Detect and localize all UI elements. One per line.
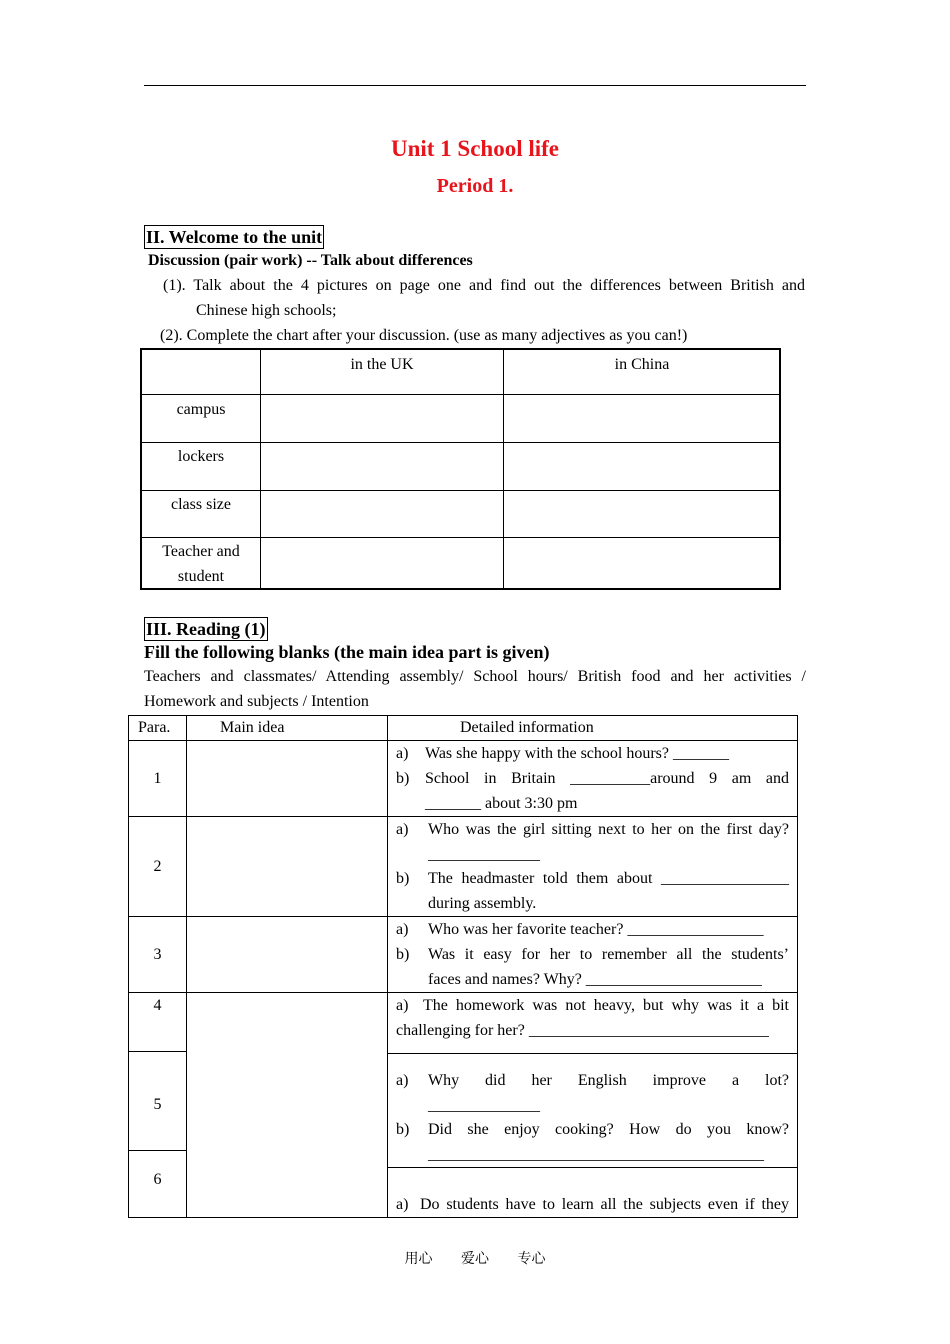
chart-row-label: Teacher and student	[162, 543, 240, 585]
instruction-2: (2). Complete the chart after your discussion. (use as many adjectives as you can!)	[160, 327, 688, 344]
question-text: Was it easy for her to remember all the students’	[428, 946, 789, 963]
question-label: a)	[396, 997, 409, 1014]
chart-header-china: in China	[614, 356, 670, 373]
question-text: Who was her favorite teacher? _________________	[428, 921, 764, 938]
question-text: The headmaster told them about ________________	[428, 870, 789, 887]
question-text: Do students have to learn all the subjects even if they	[420, 1196, 789, 1213]
chart-row-line	[142, 537, 779, 538]
chart-divider	[503, 350, 504, 588]
row-line	[128, 1051, 186, 1052]
question-label: a)	[396, 1072, 409, 1089]
question-text: during assembly.	[428, 895, 537, 912]
question-text: faces and names? Why? ______________________	[428, 971, 762, 988]
footer-word: 爱心	[461, 1251, 489, 1267]
para-number: 1	[153, 770, 162, 787]
chart-row-line	[142, 394, 779, 395]
chart-row-line	[142, 490, 779, 491]
footer-word: 专心	[517, 1251, 546, 1267]
header-para: Para.	[138, 719, 171, 736]
chart-row-label: campus	[176, 401, 226, 418]
row-line	[387, 1167, 798, 1168]
question-text: Did she enjoy cooking? How do you know?	[428, 1121, 789, 1138]
chart-row-label: lockers	[177, 448, 225, 465]
question-text: challenging for her? ______________________________	[396, 1022, 769, 1039]
question-text: School in Britain __________around 9 am and	[425, 770, 789, 787]
question-text: The homework was not heavy, but why was it a bit	[423, 997, 789, 1014]
question-label: a)	[396, 821, 409, 838]
question-text: _______ about 3:30 pm	[425, 795, 578, 812]
question-text: Was she happy with the school hours? _______	[425, 745, 729, 762]
chart-row-label: class size	[171, 496, 231, 513]
para-number: 4	[153, 997, 162, 1014]
question-label: b)	[396, 1121, 410, 1138]
instruction-1-line2: Chinese high schools;	[196, 302, 337, 319]
question-text: ______________	[428, 1097, 540, 1114]
footer-word: 用心	[404, 1251, 433, 1267]
para-number: 3	[153, 946, 162, 963]
row-line	[387, 1053, 798, 1054]
page-subtitle: Period 1.	[436, 175, 514, 197]
footer-motto	[0, 1248, 950, 1268]
para-number: 6	[153, 1171, 162, 1188]
header-main-idea: Main idea	[220, 719, 285, 736]
reading-table	[128, 715, 798, 1217]
page-title: Unit 1 School life	[390, 136, 560, 161]
main-ideas-line2: Homework and subjects / Intention	[144, 693, 369, 710]
question-label: a)	[396, 921, 409, 938]
question-label: a)	[396, 1196, 409, 1213]
question-label: b)	[396, 870, 410, 887]
chart-divider	[260, 350, 261, 588]
question-label: b)	[396, 946, 410, 963]
col-divider	[186, 715, 187, 1218]
question-label: a)	[396, 745, 409, 762]
instruction-1-line1: (1). Talk about the 4 pictures on page one and find out the differences between British and	[163, 277, 805, 294]
comparison-chart	[140, 348, 781, 590]
section-reading-heading: III. Reading (1)	[146, 619, 266, 639]
question-text: ______________	[428, 846, 540, 863]
header-rule	[144, 85, 806, 86]
para-number: 5	[153, 1096, 162, 1113]
question-text: Why did her English improve a lot?	[428, 1072, 789, 1089]
header-detailed-info: Detailed information	[460, 719, 594, 736]
question-label: b)	[396, 770, 410, 787]
question-text: __________________________________________	[428, 1146, 764, 1163]
row-line	[128, 1150, 186, 1151]
reading-instruction: Fill the following blanks (the main idea part is given)	[144, 642, 550, 662]
chart-row-line	[142, 442, 779, 443]
para-number: 2	[153, 858, 162, 875]
discussion-label: Discussion (pair work) -- Talk about differences	[148, 252, 473, 269]
main-ideas-line1: Teachers and classmates/ Attending assembly/ School hours/ British food and her activities /	[144, 668, 806, 685]
question-text: Who was the girl sitting next to her on the first day?	[428, 821, 789, 838]
chart-header-uk: in the UK	[350, 356, 414, 373]
col-divider	[387, 715, 388, 1218]
section-welcome-heading: II. Welcome to the unit	[146, 227, 323, 247]
